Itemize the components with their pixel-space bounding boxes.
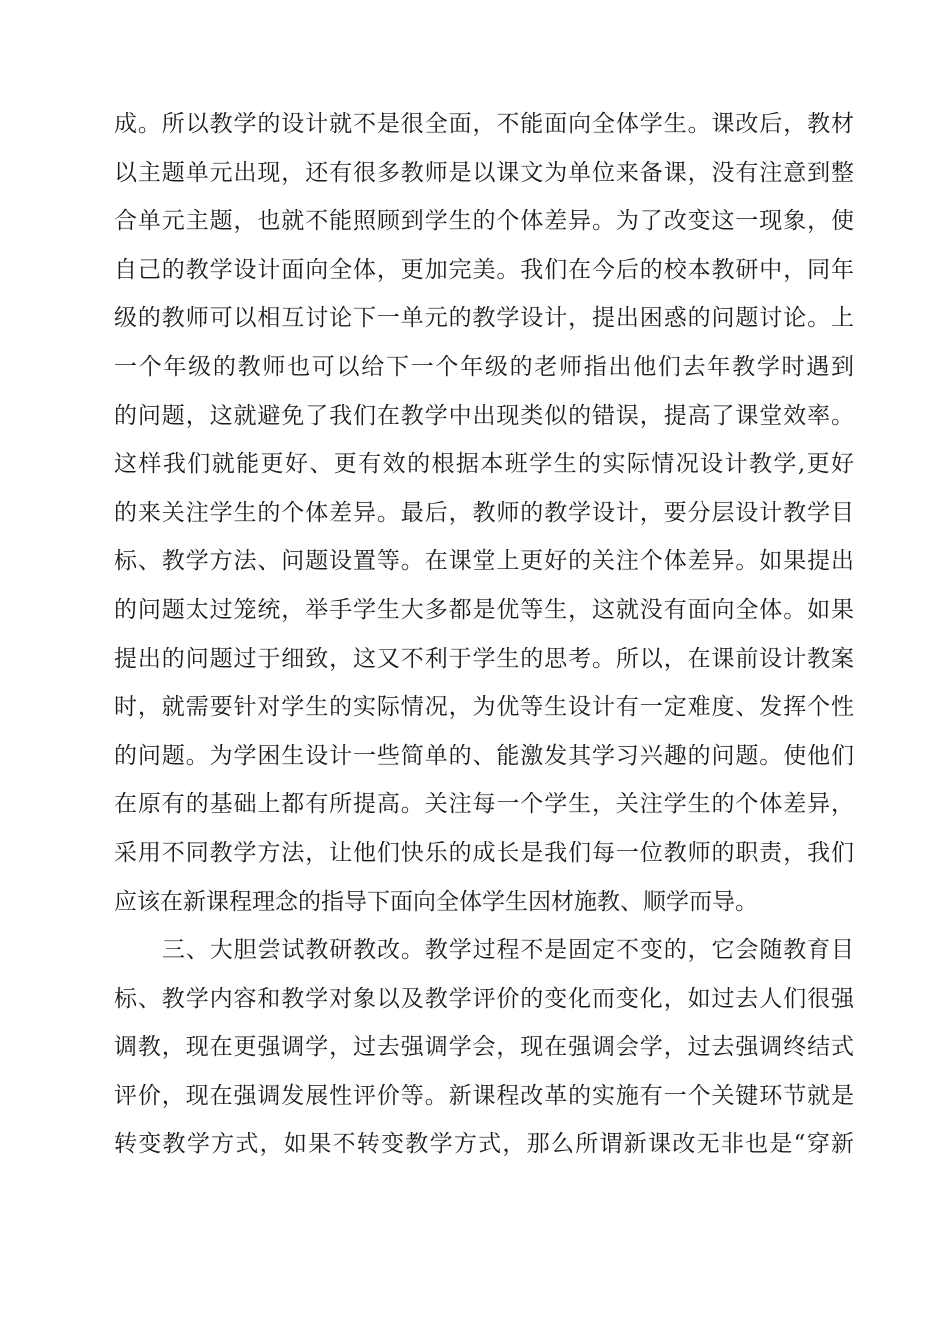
- paragraph-1: [114, 100, 854, 926]
- text-line: 的问题太过笼统，举手学生大多都是优等生，这就没有面向全体。如果: [114, 596, 854, 623]
- text-line: 转变教学方式，如果不转变教学方式，那么所谓新课改无非也是“穿新: [114, 1131, 854, 1158]
- paragraph-2: [114, 926, 854, 1169]
- text-line: 三、大胆尝试教研教改。教学过程不是固定不变的，它会随教育目: [162, 937, 854, 964]
- text-line: 成。所以教学的设计就不是很全面，不能面向全体学生。课改后，教材: [114, 111, 854, 137]
- text-line: 调教，现在更强调学，过去强调学会，现在强调会学，过去强调终结式: [114, 1034, 854, 1061]
- text-line: 标、教学内容和教学对象以及教学评价的变化而变化，如过去人们很强: [114, 985, 854, 1012]
- text-line: 的问题。为学困生设计一些简单的、能激发其学习兴趣的问题。使他们: [114, 742, 854, 769]
- text-line: 以主题单元出现，还有很多教师是以课文为单位来备课，没有注意到整: [114, 159, 854, 186]
- text-line: 标、教学方法、问题设置等。在课堂上更好的关注个体差异。如果提出: [114, 548, 854, 575]
- text-line: 自己的教学设计面向全体，更加完美。我们在今后的校本教研中，同年: [114, 256, 854, 283]
- text-line: 合单元主题，也就不能照顾到学生的个体差异。为了改变这一现象，使: [114, 208, 854, 235]
- text-line: 在原有的基础上都有所提高。关注每一个学生，关注学生的个体差异，: [114, 791, 854, 818]
- text-line: 时，就需要针对学生的实际情况，为优等生设计有一定难度、发挥个性: [114, 694, 854, 721]
- text-line: 一个年级的教师也可以给下一个年级的老师指出他们去年教学时遇到: [114, 353, 854, 380]
- text-line: 的问题，这就避免了我们在教学中出现类似的错误，提高了课堂效率。: [114, 402, 854, 429]
- text-line: 提出的问题过于细致，这又不利于学生的思考。所以，在课前设计教案: [114, 645, 854, 672]
- body-text: [114, 100, 854, 1169]
- text-line: 级的教师可以相互讨论下一单元的教学设计，提出困惑的问题讨论。上: [114, 305, 854, 332]
- text-line: 评价，现在强调发展性评价等。新课程改革的实施有一个关键环节就是: [114, 1082, 854, 1109]
- text-line: 采用不同教学方法，让他们快乐的成长是我们每一位教师的职责，我们: [114, 839, 854, 866]
- text-line: 的来关注学生的个体差异。最后，教师的教学设计，要分层设计教学目: [114, 499, 854, 526]
- text-line: 这样我们就能更好、更有效的根据本班学生的实际情况设计教学,更好: [114, 451, 854, 478]
- text-line: 应该在新课程理念的指导下面向全体学生因材施教、顺学而导。: [114, 888, 758, 915]
